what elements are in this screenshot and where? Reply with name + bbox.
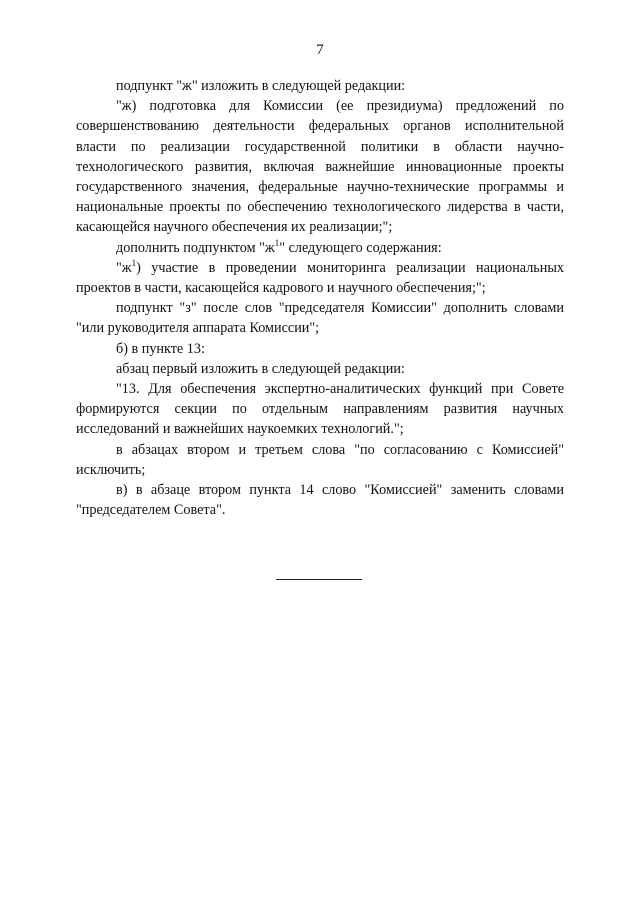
paragraph-7: абзац первый изложить в следующей редакции: <box>116 360 405 377</box>
paragraph-4-text-before: "ж <box>116 259 132 276</box>
paragraph-3 <box>76 238 564 258</box>
paragraph-4-text-after: ) участие в проведении мониторинга реализации национальных проектов в части, касающейся кадрового и научного обеспечения;"; <box>76 259 564 297</box>
paragraph-10: в) в абзаце втором пункта 14 слово "Комиссией" заменить словами "председателем Совета". <box>76 482 564 519</box>
paragraph-4 <box>76 258 564 298</box>
paragraph-1: подпункт "ж" изложить в следующей редакции: <box>116 78 406 94</box>
paragraph-2: "ж) подготовка для Комиссии (ее президиума) предложений по совершенствованию деятельности федеральных органов исполнительной власти по реализации государственной политики в области научно-технологического развития, включая важнейшие инновационные проекты государственного значения, федеральные научно-технические программы и национальные проекты по обеспечению технологического лидерства в части, касающейся научного обеспечения их реализации;"; <box>76 98 564 236</box>
paragraph-5: подпункт "з" после слов "председателя Комиссии" дополнить словами "или руководителя аппарата Комиссии"; <box>76 300 564 337</box>
paragraph-8: "13. Для обеспечения экспертно-аналитических функций при Совете формируются секции по отдельным направлениям развития научных исследований и важнейших наукоемких технологий."; <box>76 381 564 438</box>
page-number: 7 <box>316 42 324 58</box>
paragraph-4-superscript: 1 <box>131 257 137 268</box>
paragraph-3-text-before: дополнить подпунктом "ж <box>116 239 275 256</box>
document-body <box>76 76 564 520</box>
paragraph-9: в абзацах втором и третьем слова "по согласованию с Комиссией" исключить; <box>76 441 564 478</box>
end-separator-line <box>276 579 362 580</box>
paragraph-6: б) в пункте 13: <box>116 340 205 357</box>
paragraph-3-text-after: " следующего содержания: <box>279 239 442 256</box>
paragraph-3-superscript: 1 <box>274 237 280 248</box>
